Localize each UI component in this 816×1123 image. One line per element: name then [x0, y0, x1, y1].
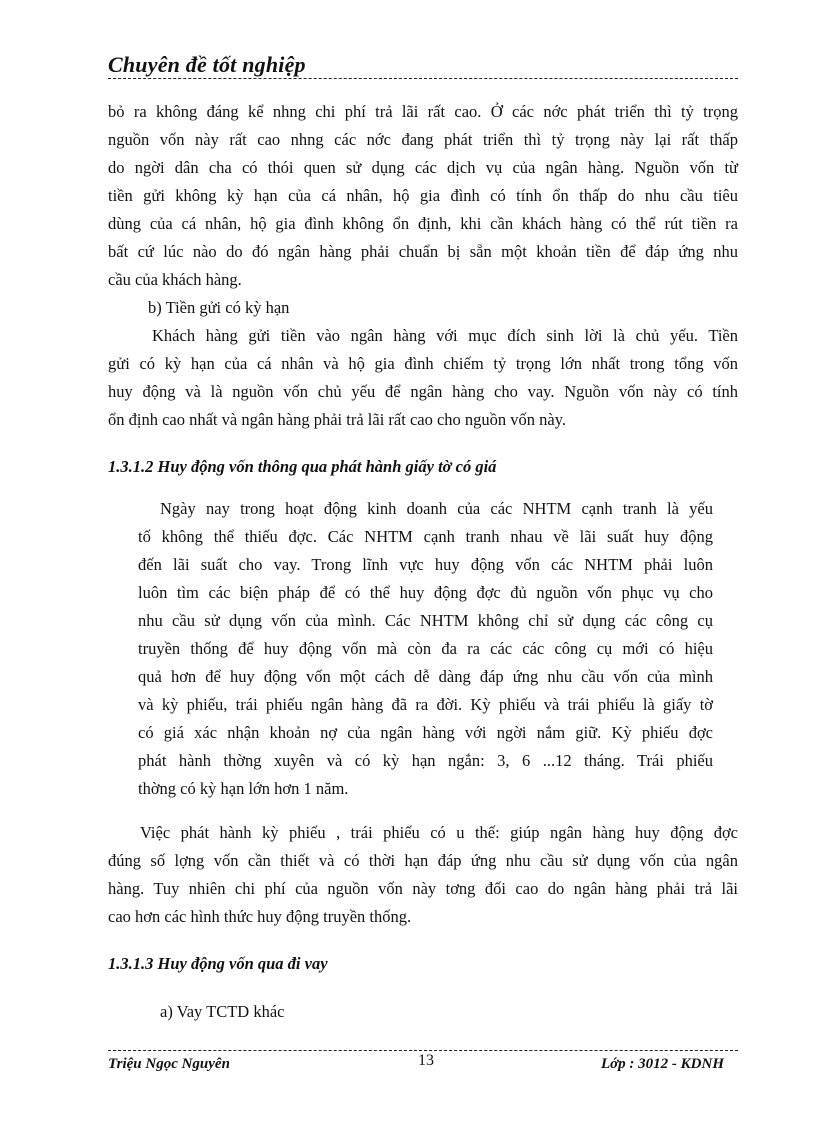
page-header [108, 52, 738, 82]
text-line: và kỳ phiếu, trái phiếu ngân hàng đã ra đời. Kỳ phiếu và trái phiếu là giấy tờ [138, 695, 713, 714]
paragraph-term-deposits [108, 322, 738, 434]
text-line: truyền thống để huy động vốn mà còn đa ra các các công cụ mới có hiệu [138, 639, 713, 658]
text-line: gửi có kỳ hạn của cá nhân và hộ gia đình chiếm tỷ trọng lớn nhất trong tổng vốn [108, 354, 738, 373]
text-line: nhu cầu sử dụng vốn của mình. Các NHTM không chỉ sử dụng các công cụ [138, 611, 713, 630]
page-footer [108, 1046, 738, 1076]
subheading-term-deposits: b) Tiền gửi có kỳ hạn [148, 298, 290, 317]
section-heading-1312: 1.3.1.2 Huy động vốn thông qua phát hành giấy tờ có giá [108, 457, 497, 476]
footer-author: Triệu Ngọc Nguyên [108, 1056, 230, 1072]
paragraph-advantages [108, 819, 738, 931]
text-line: phát hành thờng xuyên và có kỳ hạn ngắn: 3, 6 ...12 tháng. Trái phiếu [138, 751, 713, 770]
text-line: dùng của cá nhân, hộ gia đình không ổn định, khi cần khách hàng có thể rút tiền ra [108, 214, 738, 233]
text-line: tố không thể thiếu đợc. Các NHTM cạnh tranh nhau về lãi suất huy động [138, 527, 713, 546]
text-line: tiền gửi không kỳ hạn của cá nhân, hộ gia đình có tính ổn thấp do nhu cầu tiêu [108, 186, 738, 205]
text-line: huy động và là nguồn vốn chủ yếu để ngân hàng cho vay. Nguồn vốn này có tính [108, 382, 738, 401]
paragraph-valuable-papers [108, 495, 713, 803]
text-line: có giá xác nhận khoản nợ của ngân hàng với ngời nắm giữ. Kỳ phiếu đợc [138, 723, 713, 742]
text-line: Việc phát hành kỳ phiếu , trái phiếu có u thế: giúp ngân hàng huy động đợc [140, 823, 738, 842]
header-title: Chuyên đề tốt nghiệp [108, 52, 306, 77]
footer-class-label: Lớp : 3012 - KDNH [600, 1056, 724, 1072]
text-line: ổn định cao nhất và ngân hàng phải trả lãi rất cao cho nguồn vốn này. [108, 410, 567, 429]
text-line: do ngời dân cha có thói quen sử dụng các dịch vụ của ngân hàng. Nguồn vốn từ [108, 158, 738, 177]
page-number: 13 [418, 1052, 434, 1069]
text-line: luôn tìm các biện pháp để có thể huy động đợc đủ nguồn vốn phục vụ cho [138, 583, 713, 602]
text-line: Ngày nay trong hoạt động kinh doanh của các NHTM cạnh tranh là yếu [160, 499, 713, 518]
paragraph-demand-deposits [108, 98, 738, 294]
footer-divider [108, 1050, 738, 1051]
text-line: đến lãi suất cho vay. Trong lĩnh vực huy động vốn các NHTM phải luôn [138, 555, 713, 574]
text-line: Khách hàng gửi tiền vào ngân hàng với mục đích sinh lời là chủ yếu. Tiền [152, 326, 738, 345]
text-line: quả hơn để huy động vốn một cách dễ dàng đáp ứng nhu cầu vốn của mình [138, 667, 713, 686]
text-line: cao hơn các hình thức huy động truyền thống. [108, 907, 412, 926]
text-line: cầu của khách hàng. [108, 270, 242, 289]
text-line: nguồn vốn này rất cao nhng các nớc đang phát triển thì tỷ trọng này lại rất thấp [108, 130, 738, 149]
header-divider [108, 78, 738, 79]
text-line: đúng số lợng vốn cần thiết và có thời hạn đáp ứng nhu cầu sử dụng vốn của ngân [108, 851, 738, 870]
document-body [108, 98, 738, 1026]
text-line: bất cứ lúc nào do đó ngân hàng phải chuẩn bị sẵn một khoản tiền để đáp ứng nhu [108, 242, 738, 261]
text-line: thờng có kỳ hạn lớn hơn 1 năm. [138, 779, 349, 798]
section-heading-1313: 1.3.1.3 Huy động vốn qua đi vay [108, 954, 328, 973]
text-line: bỏ ra không đáng kể nhng chi phí trả lãi rất cao. Ở các nớc phát triển thì tỷ trọng [108, 102, 738, 121]
text-line: hàng. Tuy nhiên chi phí của nguồn vốn này tơng đối cao do ngân hàng phải trả lãi [108, 879, 738, 898]
subheading-borrow-credit-institutions: a) Vay TCTD khác [160, 1002, 285, 1021]
